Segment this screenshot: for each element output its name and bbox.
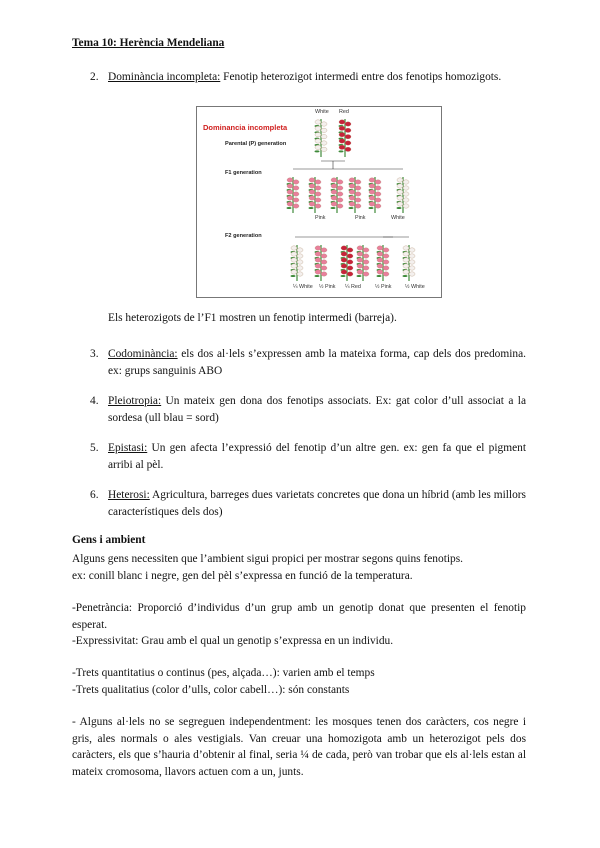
f2-flower-petal — [409, 272, 415, 276]
f1-flower-petal — [403, 192, 409, 196]
f1-flower-petal — [369, 202, 375, 206]
f2-flower-leaf — [341, 275, 346, 277]
parent-white-flower-petal — [321, 134, 327, 138]
f1-flower-leaf — [309, 207, 314, 209]
f1-flower-petal — [337, 186, 343, 190]
item-number: 6. — [90, 489, 99, 501]
f2-flower-petal — [377, 246, 383, 250]
expressivity-definition: -Expressivitat: Grau amb el qual un genotip s’expressa en un individu. — [72, 635, 394, 647]
f1-flower-petal — [315, 198, 321, 202]
f1-flower-petal — [293, 180, 299, 184]
f2-flower-petal — [315, 246, 321, 250]
f2-flower-petal — [363, 260, 369, 264]
f1-flower-petal — [293, 204, 299, 208]
f2-flower-petal — [297, 260, 303, 264]
f2-caption: ½ Pink — [319, 284, 336, 290]
f2-caption: ½ Pink — [375, 284, 392, 290]
f1-flower-petal — [337, 198, 343, 202]
f2-flower-petal — [315, 264, 321, 268]
item-text: Agricultura, barreges dues varietats concretes que dona un híbrid (amb les millors característiques dels dos) — [108, 489, 526, 518]
parent-red-flower-petal — [345, 122, 351, 126]
f2-flower-petal — [347, 254, 353, 258]
f1-flower-petal — [287, 184, 293, 188]
f1-flower-petal — [349, 202, 355, 206]
f2-flower-petal — [291, 258, 297, 262]
f2-caption: ¼ White — [293, 284, 313, 290]
parent-red-flower-petal — [345, 134, 351, 138]
f2-flower-leaf — [377, 275, 382, 277]
section-heading: Gens i ambient — [72, 534, 146, 546]
f1-flower-petal — [331, 202, 337, 206]
parent-white-flower-petal — [315, 120, 321, 124]
f1-flower-petal — [397, 184, 403, 188]
parent-white-flower-petal — [321, 128, 327, 132]
f2-flower-petal — [347, 272, 353, 276]
figure-caption: Els heterozigots de l’F1 mostren un fenotip intermedi (barreja). — [108, 312, 397, 324]
f2-label: F2 generation — [225, 233, 262, 239]
f2-flower-petal — [377, 270, 383, 274]
parent-red-flower-petal — [339, 120, 345, 124]
item-number: 3. — [90, 348, 99, 360]
f1-flower-petal — [287, 196, 293, 200]
f1-flower-petal — [397, 178, 403, 182]
f1-flower-petal — [369, 190, 375, 194]
f1-flower-petal — [375, 198, 381, 202]
f2-flower-leaf — [315, 275, 320, 277]
f1-flower-petal — [355, 180, 361, 184]
f2-flower-petal — [347, 260, 353, 264]
list-item — [90, 346, 526, 380]
f2-flower-petal — [363, 272, 369, 276]
f1-flower-petal — [309, 184, 315, 188]
f2-flower-petal — [291, 252, 297, 256]
f2-flower-petal — [291, 246, 297, 250]
f1-flower-leaf — [287, 207, 292, 209]
item-term: Pleiotropia: — [108, 395, 162, 407]
parent-white-flower-petal — [321, 147, 327, 151]
parent-white-flower-petal — [315, 145, 321, 149]
f1-flower-petal — [315, 180, 321, 184]
f1-flower-leaf — [369, 207, 374, 209]
f2-flower-petal — [297, 272, 303, 276]
f2-flower-petal — [383, 260, 389, 264]
parent-red-flower-petal — [339, 126, 345, 130]
f1-flower-petal — [403, 204, 409, 208]
f2-flower-petal — [321, 266, 327, 270]
f2-flower-petal — [403, 246, 409, 250]
f1-flower-petal — [309, 190, 315, 194]
f2-caption: ¼ Red — [345, 284, 361, 290]
f2-flower-petal — [347, 248, 353, 252]
f2-flower-petal — [383, 266, 389, 270]
f1-flower-petal — [403, 186, 409, 190]
item-term: Epistasi: — [108, 442, 148, 454]
parent-white-flower-petal — [321, 122, 327, 126]
f2-flower-petal — [377, 258, 383, 262]
f2-flower-petal — [377, 252, 383, 256]
f1-flower-petal — [337, 192, 343, 196]
f2-flower-petal — [321, 248, 327, 252]
parent-white-flower-petal — [315, 132, 321, 136]
f2-flower-petal — [321, 272, 327, 276]
f2-flower-petal — [357, 264, 363, 268]
f2-flower-petal — [321, 254, 327, 258]
f1-flower-petal — [293, 186, 299, 190]
item-number: 5. — [90, 442, 99, 454]
f1-flower-petal — [403, 180, 409, 184]
f2-flower-petal — [321, 260, 327, 264]
f2-flower-petal — [291, 264, 297, 268]
f1-flower-petal — [355, 198, 361, 202]
f2-flower-petal — [403, 252, 409, 256]
f1-flower-petal — [293, 198, 299, 202]
f2-flower-petal — [291, 270, 297, 274]
f1-flower-petal — [331, 178, 337, 182]
f1-flower-petal — [355, 186, 361, 190]
parent-red-flower-petal — [345, 141, 351, 145]
f2-flower-petal — [403, 270, 409, 274]
f2-flower-petal — [409, 254, 415, 258]
f2-flower-petal — [297, 254, 303, 258]
parent-white-flower-petal — [321, 141, 327, 145]
item-number: 4. — [90, 395, 99, 407]
list-item — [90, 440, 526, 474]
f2-flower-petal — [341, 258, 347, 262]
f1-flower-petal — [287, 202, 293, 206]
f1-flower-leaf — [331, 207, 336, 209]
f1-flower-petal — [375, 192, 381, 196]
f1-flower-petal — [355, 192, 361, 196]
f1-flower-petal — [375, 180, 381, 184]
f1-flower-petal — [397, 202, 403, 206]
item-term: Dominància incompleta: — [108, 71, 221, 83]
f2-flower-petal — [341, 270, 347, 274]
f2-flower-petal — [363, 254, 369, 258]
f2-flower-petal — [383, 248, 389, 252]
f1-white-label: White — [391, 215, 405, 221]
f2-flower-petal — [357, 246, 363, 250]
parent-white-flower-leaf — [315, 150, 320, 152]
list-item — [90, 487, 526, 521]
qualitative-traits: -Trets qualitatius (color d’ulls, color cabell…): són constants — [72, 684, 350, 696]
f1-flower-petal — [397, 196, 403, 200]
item-term: Heterosi: — [108, 489, 150, 501]
parent-red-flower-petal — [339, 145, 345, 149]
f2-flower-petal — [315, 252, 321, 256]
parent-red-flower-petal — [339, 132, 345, 136]
f1-flower-petal — [287, 190, 293, 194]
item-text: Un gen afecta l’expressió del fenotip d’un altre gen. ex: gen fa que el pigment arribi al pèl. — [108, 442, 526, 471]
f2-flower-petal — [315, 258, 321, 262]
parent-red-flower-petal — [339, 139, 345, 143]
f1-flower-petal — [337, 204, 343, 208]
f1-label: F1 generation — [225, 170, 262, 176]
paragraph: ex: conill blanc i negre, gen del pèl s’expressa en funció de la temperatura. — [72, 570, 413, 582]
f1-flower-petal — [315, 186, 321, 190]
f2-flower-leaf — [403, 275, 408, 277]
f1-flower-petal — [315, 204, 321, 208]
p-red-label: Red — [339, 109, 349, 115]
f2-flower-petal — [383, 272, 389, 276]
pedigree-figure — [196, 106, 442, 298]
f2-flower-petal — [347, 266, 353, 270]
f2-flower-petal — [363, 248, 369, 252]
f1-flower-petal — [403, 198, 409, 202]
list-item — [90, 69, 526, 86]
parent-red-flower-leaf — [339, 150, 344, 152]
f1-flower-petal — [331, 184, 337, 188]
parent-white-flower-petal — [315, 126, 321, 130]
f1-flower-petal — [355, 204, 361, 208]
quantitative-traits: -Trets quantitatius o continus (pes, alçada…): varien amb el temps — [72, 667, 375, 679]
f2-flower-petal — [377, 264, 383, 268]
f2-flower-petal — [403, 264, 409, 268]
f2-flower-leaf — [291, 275, 296, 277]
f1-flower-petal — [337, 180, 343, 184]
paragraph: Alguns gens necessiten que l’ambient sigui propici per mostrar segons quins fenotips. — [72, 553, 464, 565]
f1-flower-petal — [293, 192, 299, 196]
f1-flower-petal — [349, 190, 355, 194]
f2-flower-petal — [341, 246, 347, 250]
parent-red-flower-petal — [345, 128, 351, 132]
f2-flower-petal — [341, 264, 347, 268]
list-item — [90, 393, 526, 427]
f2-flower-petal — [357, 252, 363, 256]
item-text: els dos al·lels s’expressen amb la mateixa forma, cap dels dos predomina. ex: grups sanguinis ABO — [108, 348, 526, 377]
parent-red-flower-petal — [345, 147, 351, 151]
f2-flower-petal — [297, 266, 303, 270]
f2-flower-leaf — [357, 275, 362, 277]
f2-flower-petal — [357, 270, 363, 274]
f2-flower-petal — [357, 258, 363, 262]
p-white-label: White — [315, 109, 329, 115]
figure-title: Dominancia incompleta — [203, 123, 288, 132]
f2-flower-petal — [409, 260, 415, 264]
f1-flower-petal — [287, 178, 293, 182]
item-term: Codominància: — [108, 348, 178, 360]
f1-flower-petal — [349, 178, 355, 182]
parental-label: Parental (P) generation — [225, 141, 287, 147]
f1-flower-petal — [309, 178, 315, 182]
f2-flower-petal — [383, 254, 389, 258]
item-number: 2. — [90, 71, 99, 83]
f2-flower-petal — [409, 248, 415, 252]
item-text: Un mateix gen dona dos fenotips associats. Ex: gat color d’ull associat a la sordesa (ull blau = sord) — [108, 395, 526, 424]
f1-flower-petal — [369, 184, 375, 188]
f2-flower-petal — [363, 266, 369, 270]
pedigree-drawing — [197, 107, 441, 297]
f2-caption: ½ White — [405, 284, 425, 290]
f1-flower-petal — [397, 190, 403, 194]
f1-flower-petal — [331, 190, 337, 194]
f1-pink-label: Pink — [315, 215, 326, 221]
f2-flower-petal — [297, 248, 303, 252]
f1-flower-petal — [369, 178, 375, 182]
f1-flower-petal — [331, 196, 337, 200]
f1-flower-petal — [375, 186, 381, 190]
f1-flower-leaf — [349, 207, 354, 209]
f1-flower-petal — [369, 196, 375, 200]
page-title: Tema 10: Herència Mendeliana — [72, 37, 225, 49]
f1-flower-petal — [375, 204, 381, 208]
item-text: Fenotip heterozigot intermedi entre dos fenotips homozigots. — [220, 71, 502, 83]
closing-paragraph: - Alguns al·lels no se segreguen independentment: les mosques tenen dos caràcters, cos negre i gris, ales normals o ales vestigials. Van creuar una homozigota amb un heterozigot pels dos caràcters, els que s’hauria d’obtenir al final, seria ¼ de cada, però van trobar que els al·lels estan al mateix cromosoma, llavors actuen com a un, junts. — [72, 716, 526, 778]
f1-flower-petal — [309, 202, 315, 206]
f1-flower-petal — [349, 184, 355, 188]
f1-flower-petal — [315, 192, 321, 196]
f2-flower-petal — [409, 266, 415, 270]
f1-flower-petal — [309, 196, 315, 200]
f2-flower-petal — [315, 270, 321, 274]
parent-white-flower-petal — [315, 139, 321, 143]
penetrance-definition: -Penetrància: Proporció d’individus d’un grup amb un genotip donat que presenten el fenotip esperat. — [72, 602, 526, 631]
f1-pink-label-2: Pink — [355, 215, 366, 221]
f2-flower-petal — [341, 252, 347, 256]
f1-flower-leaf — [397, 207, 402, 209]
f2-flower-petal — [403, 258, 409, 262]
f1-flower-petal — [349, 196, 355, 200]
